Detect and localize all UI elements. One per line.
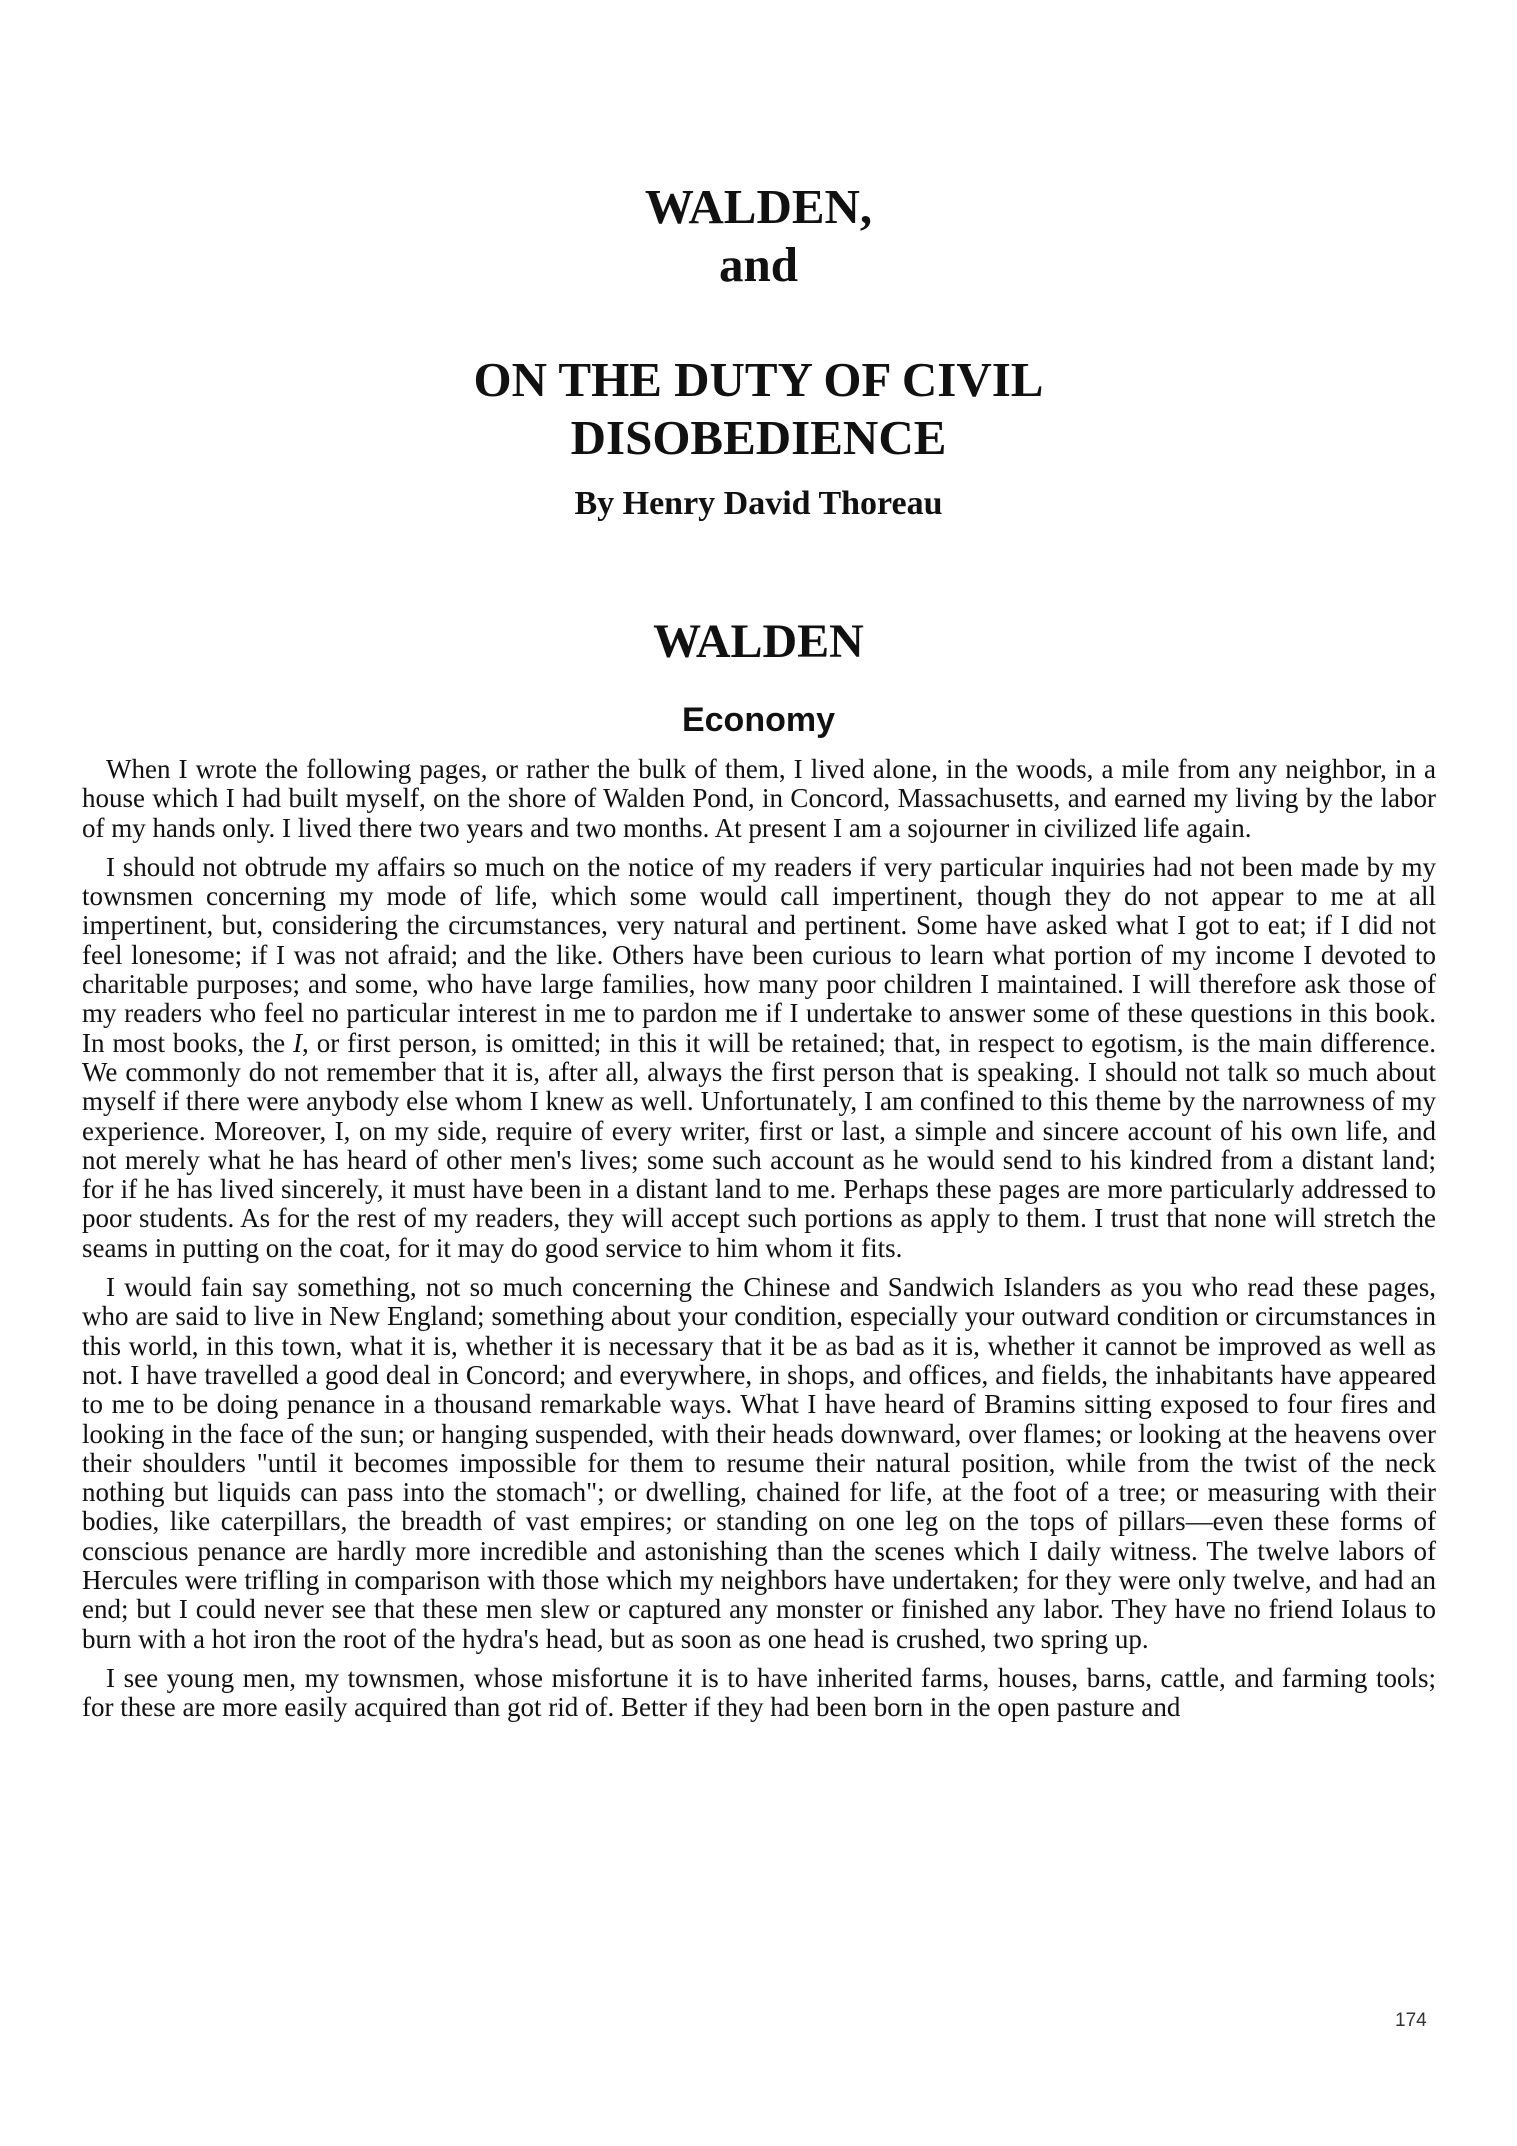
paragraph-2-part-a: I should not obtrude my affairs so much on the notice of my readers if very particular inquiries had not been made by my townsmen concerning my mode of life, which some would call impertinent, though they do not appear to me at all impertinent, but, considering the circumstances, very natural and pertinent. Some have asked what I got to eat; if I did not feel lonesome; if I was not afraid; and the like. Others have been curious to learn what portion of my income I devoted to charitable purposes; and some, who have large families, how many poor children I maintained. I will therefore ask those of my readers who feel no particular interest in me to pardon me if I undertake to answer some of these questions in this book. In most books, the: [82, 851, 1436, 1058]
chapter-heading: Economy: [681, 701, 836, 739]
author-byline: By Henry David Thoreau: [574, 485, 943, 522]
book-subtitle: [0, 351, 1517, 467]
paragraph-2-italic-i: I: [293, 1027, 303, 1058]
paragraph-4: I see young men, my townsmen, whose misfortune it is to have inherited farms, houses, barns, cattle, and farming tools; for these are more easily acquired than got rid of. Better if they had been born in the open pasture and: [82, 1662, 1436, 1723]
paragraph-2-part-b: , or first person, is omitted; in this it will be retained; that, in respect to egotism, is the main difference. We commonly do not remember that it is, after all, always the first person that is speaking. I should not talk so much about myself if there were anybody else whom I knew as well. Unfortunately, I am confined to this theme by the narrowness of my experience. Moreover, I, on my side, require of every writer, first or last, a simple and sincere account of his own life, and not merely what he has heard of other men's lives; some such account as he would send to his kindred from a distant land; for if he has lived sincerely, it must have been in a distant land to me. Perhaps these pages are more particularly addressed to poor students. As for the rest of my readers, they will accept such portions as apply to them. I trust that none will stretch the seams in putting on the coat, for it may do good service to him whom it fits.: [82, 1027, 1436, 1263]
title-line-disobedience: DISOBEDIENCE: [570, 410, 947, 465]
book-title: [0, 178, 1517, 294]
title-line-and: and: [718, 237, 798, 292]
paragraph-3: I would fain say something, not so much concerning the Chinese and Sandwich Islanders as you who read these pages, who are said to live in New England; something about your condition, especially your outward condition or circumstances in this world, in this town, what it is, whether it is necessary that it be as bad as it is, whether it cannot be improved as well as not. I have travelled a good deal in Concord; and everywhere, in shops, and offices, and fields, the inhabitants have appeared to me to be doing penance in a thousand remarkable ways. What I have heard of Bramins sitting exposed to four fires and looking in the face of the sun; or hanging suspended, with their heads downward, over flames; or looking at the heavens over their shoulders "until it becomes impossible for them to resume their natural position, while from the twist of the neck nothing but liquids can pass into the stomach"; or dwelling, chained for life, at the foot of a tree; or measuring with their bodies, like caterpillars, the breadth of vast empires; or standing on one leg on the tops of pillars—even these forms of conscious penance are hardly more incredible and astonishing than the scenes which I daily witness. The twelve labors of Hercules were trifling in comparison with those which my neighbors have undertaken; for they were only twelve, and had an end; but I could never see that these men slew or captured any monster or finished any labor. They have no friend Iolaus to burn with a hot iron the root of the hydra's head, but as soon as one head is crushed, two spring up.: [82, 1272, 1436, 1654]
title-line-walden: WALDEN,: [644, 179, 873, 234]
title-line-duty: ON THE DUTY OF CIVIL: [473, 352, 1044, 407]
paragraph-2: [82, 853, 1436, 1263]
body-text: [82, 755, 1436, 1733]
section-heading: WALDEN: [653, 615, 864, 668]
page-number: 174: [1395, 2010, 1427, 2031]
paragraph-1: When I wrote the following pages, or rather the bulk of them, I lived alone, in the woods, a mile from any neighbor, in a house which I had built myself, on the shore of Walden Pond, in Concord, Massachusetts, and earned my living by the labor of my hands only. I lived there two years and two months. At present I am a sojourner in civilized life again.: [82, 754, 1436, 843]
